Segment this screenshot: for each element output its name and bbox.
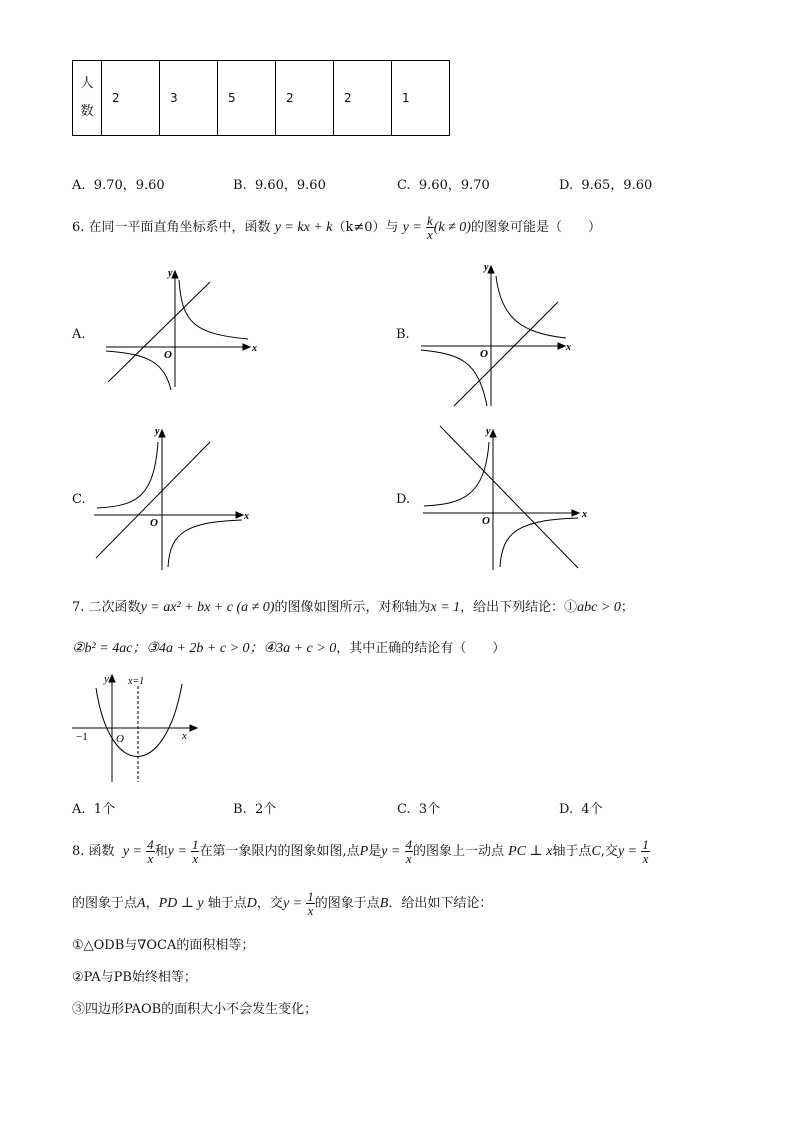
axis-y-label: y [484,262,489,273]
fraction: $\frac{k}{x}$ [426,213,433,242]
q6-graph-label-d[interactable]: D. [396,492,411,507]
q7-option-a[interactable]: A. 1个 [72,802,116,817]
axis-x-label: x [182,730,187,742]
q8-conclusion-3: ③四边形PAOB的面积大小不会发生变化； [72,1002,318,1017]
symmetry-axis-label: x=1 [128,676,145,687]
q7-option-d[interactable]: D. 4个 [559,802,603,817]
q6-graph-d [418,422,594,572]
table-cell: 1 [392,61,450,136]
origin-label: O [480,348,488,360]
fraction: $\frac{1}{x}$ [307,889,314,918]
q7-option-b[interactable]: B. 2个 [233,802,277,817]
axis-x-label: x [566,342,571,353]
q5-option-a[interactable]: A. 9.70，9.60 [72,178,165,193]
q5-option-b[interactable]: B. 9.60，9.60 [233,178,326,193]
origin-label: O [116,733,124,745]
q8-conclusion-2: ②PA与PB始终相等； [72,970,197,985]
q6-graph-c [92,422,262,572]
score-table [72,60,450,136]
table-cell: 3 [160,61,218,136]
axis-x-label: x [244,511,249,522]
q8-conclusion-1: ①△ODB与∇OCA的面积相等； [72,938,255,953]
q7-parabola-graph [70,670,200,785]
q7-option-c[interactable]: C. 3个 [397,802,441,817]
table-row [73,61,450,136]
table-cell: 5 [218,61,276,136]
neg-one-label: −1 [76,731,88,743]
q7-stem-line2: ②b² = 4ac；③4a + 2b + c > 0；④3a + c > 0，其中正确的结论有（ ） [72,641,506,656]
axis-x-label: x [582,509,587,520]
q8-stem-line1: 8. 函数 y = $\frac{4}{x}$ 和y = $\frac{1}{x}$ 在第一象限内的图象如图,点P是y = $\frac{4}{x}$ 的图象上一动点 PC ⊥ x轴于点C,交y = $\frac{1}{x}$ [72,837,649,866]
fraction: $\frac{4}{x}$ [405,837,412,866]
q7-stem-line1: 7. 二次函数y = ax² + bx + c (a ≠ 0)的图像如图所示，对称轴为x = 1，给出下列结论：①abc > 0； [72,600,634,615]
q6-graph-label-c[interactable]: C. [72,492,86,507]
fraction: $\frac{4}{x}$ [147,837,154,866]
axis-y-label: y [168,268,173,279]
axis-y-label: y [155,426,160,437]
axis-y-label: y [104,673,109,685]
table-cell: 2 [276,61,334,136]
origin-label: O [482,515,490,527]
q6-graph-label-b[interactable]: B. [396,327,410,342]
q6-graph-a [98,262,268,392]
axis-x-label: x [252,343,257,354]
q5-option-c[interactable]: C. 9.60，9.70 [397,178,490,193]
table-cell: 2 [334,61,392,136]
axis-y-label: y [486,426,491,437]
origin-label: O [150,517,158,529]
q8-stem-line2: 的图象于点A，PD ⊥ y 轴于点D，交y = $\frac{1}{x}$ 的图象于点B．给出如下结论： [72,889,493,918]
fraction: $\frac{1}{x}$ [191,837,199,866]
origin-label: O [164,349,172,361]
q5-option-d[interactable]: D. 9.65，9.60 [559,178,653,193]
q6-graph-label-a[interactable]: A. [72,327,86,342]
q6-graph-b [416,258,586,408]
table-cell: 2 [102,61,160,136]
fraction: $\frac{1}{x}$ [642,837,649,866]
table-row-label: 人 数 [73,61,102,136]
q6-stem: 6. 在同一平面直角坐标系中，函数 y = kx + k（k≠0）与 y = $\frac{k}{x}$ (k ≠ 0)的图象可能是（ ） [72,213,601,242]
